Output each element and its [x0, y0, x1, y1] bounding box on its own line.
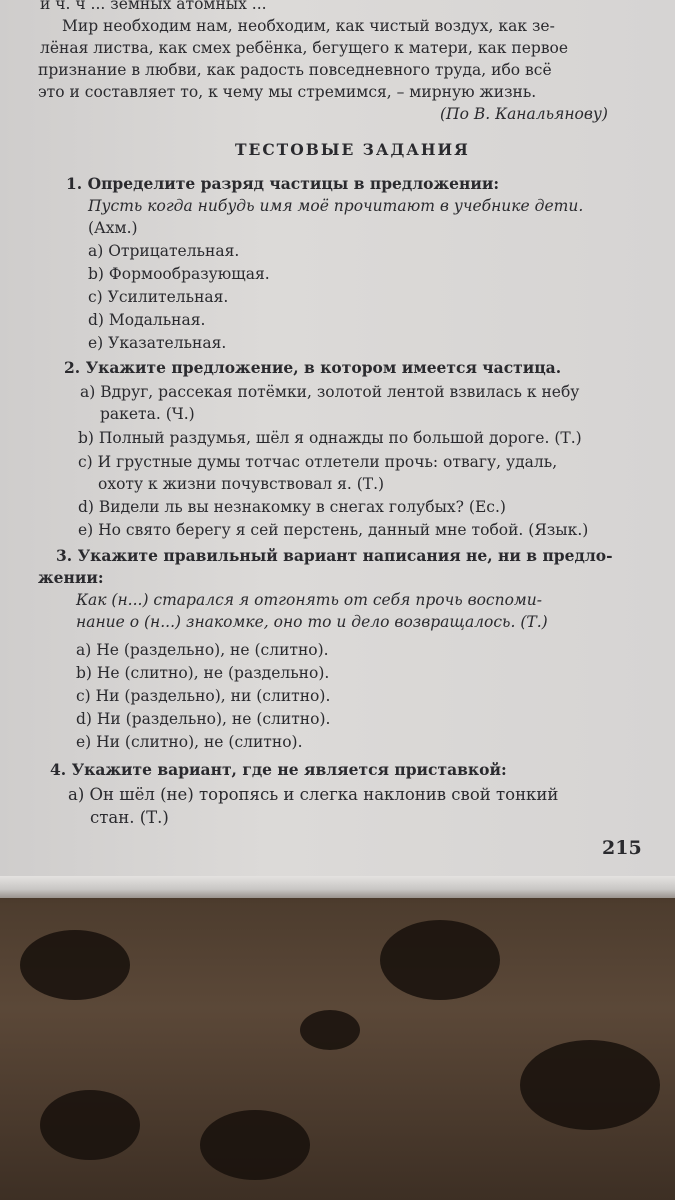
top-fragment-line: и ч. ч ... земных атомных ... [40, 0, 267, 13]
question-3-prompt: жении: [38, 568, 104, 587]
question-2-option: a) Вдруг, рассекая потёмки, золотой лентой взвилась к небу [80, 383, 580, 401]
top-fragment-line: признание в любви, как радость повседневного труда, ибо всё [38, 61, 552, 79]
page-edge [0, 876, 675, 898]
fabric-spot [40, 1090, 140, 1160]
question-3-option: d) Ни (раздельно), не (слитно). [76, 710, 331, 728]
question-2-option: охоту к жизни почувствовал я. (Т.) [98, 475, 385, 493]
question-2-option: e) Но свято берегу я сей перстень, данный мне тобой. (Язык.) [78, 521, 589, 539]
question-2-option: b) Полный раздумья, шёл я однажды по большой дороге. (Т.) [78, 429, 582, 447]
question-1-prompt: 1. Определите разряд частицы в предложении: [66, 174, 500, 193]
question-1-option: d) Модальная. [88, 311, 206, 329]
question-3-option: e) Ни (слитно), не (слитно). [76, 733, 303, 751]
question-2-prompt: 2. Укажите предложение, в котором имеется частица. [64, 358, 562, 377]
top-fragment-line: лёная листва, как смех ребёнка, бегущего к матери, как первое [40, 39, 569, 57]
question-3-sentence: нание о (н...) знакомке, оно то и дело возвращалось. (Т.) [76, 613, 548, 631]
question-1-option: b) Формообразующая. [88, 265, 270, 283]
question-3-prompt: 3. Укажите правильный вариант написания не, ни в предло- [56, 546, 613, 565]
fabric-spot [200, 1110, 310, 1180]
question-2-option: c) И грустные думы тотчас отлетели прочь: отвагу, удаль, [78, 453, 558, 471]
question-3-option: c) Ни (раздельно), ни (слитно). [76, 687, 331, 705]
top-fragment-line: Мир необходим нам, необходим, как чистый воздух, как зе- [62, 17, 555, 35]
section-title: ТЕСТОВЫЕ ЗАДАНИЯ [235, 140, 470, 159]
question-1-sentence: Пусть когда нибудь имя моё прочитают в учебнике дети. [88, 197, 584, 215]
question-4-option: стан. (Т.) [90, 808, 169, 827]
question-1-option: e) Указательная. [88, 334, 227, 352]
question-3-sentence: Как (н...) старался я отгонять от себя прочь воспоми- [76, 591, 542, 609]
question-2-option: d) Видели ль вы незнакомку в снегах голубых? (Ес.) [78, 498, 506, 516]
question-1-option: c) Усилительная. [88, 288, 229, 306]
fabric-spot [300, 1010, 360, 1050]
top-fragment-line: это и составляет то, к чему мы стремимся, – мирную жизнь. [38, 83, 537, 101]
page-number: 215 [602, 837, 642, 859]
question-1-option: a) Отрицательная. [88, 242, 240, 260]
question-2-option: ракета. (Ч.) [100, 405, 195, 423]
question-1-sentence: (Ахм.) [88, 219, 138, 237]
fabric-spot [20, 930, 130, 1000]
question-3-option: b) Не (слитно), не (раздельно). [76, 664, 330, 682]
fabric-spot [520, 1040, 660, 1130]
question-3-option: a) Не (раздельно), не (слитно). [76, 641, 329, 659]
fabric-spot [380, 920, 500, 1000]
source-attribution: (По В. Канальянову) [440, 105, 608, 123]
question-4-option: a) Он шёл (не) торопясь и слегка наклонив свой тонкий [68, 785, 559, 804]
question-4-prompt: 4. Укажите вариант, где не является приставкой: [50, 760, 507, 779]
